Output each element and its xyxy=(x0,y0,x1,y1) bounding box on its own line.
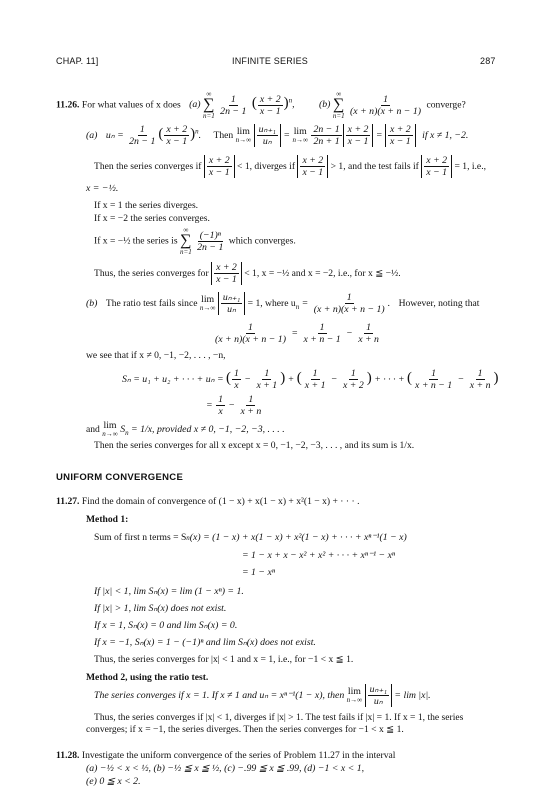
problem-11-28-statement xyxy=(56,750,395,762)
case-abs-gt-1: If |x| > 1, lim Sₙ(x) does not exist. xyxy=(94,603,227,614)
and-word: and xyxy=(86,423,100,435)
part-a-lead: (a) xyxy=(86,129,98,141)
case-x-neg-half: If x = −½ the series is ∞ ∑ n=1 $\frac{\text{(−1)ⁿ}}{2n - 1}$ which converges. xyxy=(94,226,296,256)
s-symbol: S xyxy=(120,423,126,435)
problem-number: 11.27. xyxy=(56,496,80,507)
method-2-conclusion-2: converges; if x = −1, the series diverges. Then the series converges for −1 < x ≦ 1. xyxy=(86,724,404,735)
case-abs-lt-1: If |x| < 1, lim Sₙ(x) = lim (1 − xⁿ) = 1. xyxy=(94,586,244,597)
problem-text: For what values of x does xyxy=(81,99,181,111)
problem-text: Find the domain of convergence of (1 − x) + x(1 − x) + x²(1 − x) + · · · . xyxy=(81,496,360,507)
text-b: < 1, x = −½ and x = −2, i.e., for x ≦ −½. xyxy=(244,267,401,279)
page-number: 287 xyxy=(480,56,496,66)
part-a-conclusion: Thus, the series converges for $\frac{x + 2}{x - 1}$ < 1, x = −½ and x = −2, i.e., for x ≦ −½. xyxy=(94,262,401,285)
text-b: which converges. xyxy=(228,235,296,247)
problem-11-26-statement xyxy=(56,90,466,120)
interval-options-1: (a) −½ < x < ½, (b) −½ ≦ x ≦ ½, (c) −.99 ≦ x ≦ .99, (d) −1 < x < 1, xyxy=(86,763,365,774)
text-a: The series converges if x = 1. If x ≠ 1 and uₙ = xⁿ⁻¹(1 − x), then xyxy=(94,689,345,701)
text-b: < 1, diverges if xyxy=(237,160,296,172)
limit-tail: = 1/x, provided x ≠ 0, −1, −2, −3, . . . . xyxy=(131,423,285,435)
partial-fraction-identity: $\frac{1}{(x + n)(x + n - 1)}$ = $\frac{1}{x + n - 1}$ − $\frac{1}{x + n}$ xyxy=(215,322,379,345)
part-b-label: (b) xyxy=(319,99,331,111)
interval-options-2: (e) 0 ≦ x < 2. xyxy=(86,776,141,787)
case-x-eq-neg1: If x = −1, Sₙ(x) = 1 − (−1)ⁿ and lim Sₙ(x) does not exist. xyxy=(94,637,316,648)
problem-number: 11.28. xyxy=(56,750,80,761)
part-a-x-value: x = −½. xyxy=(86,183,119,194)
case-x-neg2: If x = −2 the series converges. xyxy=(94,213,210,224)
text-a: Then the series converges if xyxy=(94,160,202,172)
part-a-ratio-line: (a) uₙ = $\frac{1}{2n - 1}$ ( $\frac{x + 2}{x - 1}$ )$^n$. Then lim n→∞ $\frac{\text{uₙ₊₁}}{\text{uₙ}}$ = lim n→∞ $\frac{2n - 1}{2n + 1}$ $\frac{x + 2}{x - 1}$ = $\frac{x + 2}{x - 1}$ if x ≠ 1, −2. xyxy=(86,124,469,147)
partial-sum-eq3: = 1 − xⁿ xyxy=(242,567,275,578)
partial-sum-line: Sum of first n terms = Sn(x) = (1 − x) + x(1 − x) + x²(1 − x) + · · · + xⁿ⁻¹(1 − x) xyxy=(94,532,407,543)
part-a-label: (a) xyxy=(189,99,201,111)
text-a: Sum of first n terms = S xyxy=(94,532,187,543)
converge-word: converge? xyxy=(426,99,466,111)
method-2-conclusion-1: Thus, the series converges if |x| < 1, diverges if |x| > 1. The test fails if |x| = 1. If x = 1, the series xyxy=(94,712,464,723)
running-title: INFINITE SERIES xyxy=(232,56,309,66)
we-see-line: we see that if x ≠ 0, −1, −2, . . . , −n, xyxy=(86,350,226,361)
case-x-1: If x = 1 the series diverges. xyxy=(94,200,199,211)
then-word: Then xyxy=(213,129,234,141)
telescoping-result: = $\frac{1}{x}$ − $\frac{1}{x + n}$ xyxy=(206,394,262,417)
part-b-lead: (b) xyxy=(86,297,98,309)
limit-line: and lim n→∞ $S_n = 1/x$, provided x ≠ 0, −1, −2, −3, . . . . xyxy=(86,420,285,438)
case-x-eq-1: If x = 1, Sₙ(x) = 0 and lim Sₙ(x) = 0. xyxy=(94,620,238,631)
partial-sum-eq2: = 1 − x + x − x² + x² + · · · + xⁿ⁻¹ − xⁿ xyxy=(242,550,396,561)
method-2-label: Method 2, using the ratio test. xyxy=(86,672,209,683)
chapter-label: CHAP. 11] xyxy=(56,56,99,66)
text-a: The ratio test fails since xyxy=(105,297,198,309)
series-a-formula: ∞ ∑ n=1 $\frac{1}{2n - 1}$ ( $\frac{x + 2}{x - 1}$ )$^n$, xyxy=(202,90,298,120)
text-b: = 1, where u xyxy=(247,297,296,309)
part-a-convergence-line: Then the series converges if $\frac{x + 2}{x - 1}$ < 1, diverges if $\frac{x + 2}{x - 1}$ > 1, and the test fails if $\frac{x + 2}{x - 1}$ = 1, i.e., xyxy=(94,155,486,178)
text-a: If x = −½ the series is xyxy=(94,235,178,247)
text-d: = 1, i.e., xyxy=(454,160,486,172)
problem-11-27-statement xyxy=(56,496,359,508)
method-1-conclusion: Thus, the series converges for |x| < 1 and x = 1, i.e., for −1 < x ≦ 1. xyxy=(94,654,354,665)
part-b-conclusion: Then the series converges for all x except x = 0, −1, −2, −3, . . . , and its sum is 1/x. xyxy=(94,440,415,451)
text-b: (x) = (1 − x) + x(1 − x) + x²(1 − x) + · · · + xⁿ⁻¹(1 − x) xyxy=(189,532,407,543)
text-b: = lim |x|. xyxy=(394,689,431,701)
condition-text: if x ≠ 1, −2. xyxy=(422,129,469,141)
section-heading: UNIFORM CONVERGENCE xyxy=(56,472,184,483)
text-c: However, noting that xyxy=(398,297,480,309)
text-a: Thus, the series converges for xyxy=(94,267,209,279)
telescoping-sum: Sₙ = u₁ + u₂ + · · · + uₙ = ( $\frac{1}{x}$ − $\frac{1}{x + 1}$ ) + ( $\frac{1}{x + 1}$ − $\frac{1}{x + 2}$ ) + · · · + ( $\frac{1}{x + n - 1}$ − $\frac{1}{x + n}$ ) xyxy=(122,368,499,391)
problem-number: 11.26. xyxy=(56,99,80,111)
problem-text: Investigate the uniform convergence of the series of Problem 11.27 in the interval xyxy=(81,750,396,761)
series-b-formula: ∞ ∑ n=1 $\frac{1}{(x + n)(x + n - 1)}$ xyxy=(332,90,422,120)
method-1-label: Method 1: xyxy=(86,514,129,525)
part-b-ratio-line: (b) The ratio test fails since lim n→∞ $\frac{\text{uₙ₊₁}}{\text{uₙ}}$ = 1, where $u_n$ = $\frac{1}{(x + n)(x + n - 1)}$ . However, noting that xyxy=(86,292,480,315)
text-c: > 1, and the test fails if xyxy=(330,160,419,172)
method-2-ratio-line: The series converges if x = 1. If x ≠ 1 and uₙ = xⁿ⁻¹(1 − x), then lim n→∞ $\frac{\text{uₙ₊₁}}{\text{uₙ}}$ = lim |x|. xyxy=(94,684,431,707)
